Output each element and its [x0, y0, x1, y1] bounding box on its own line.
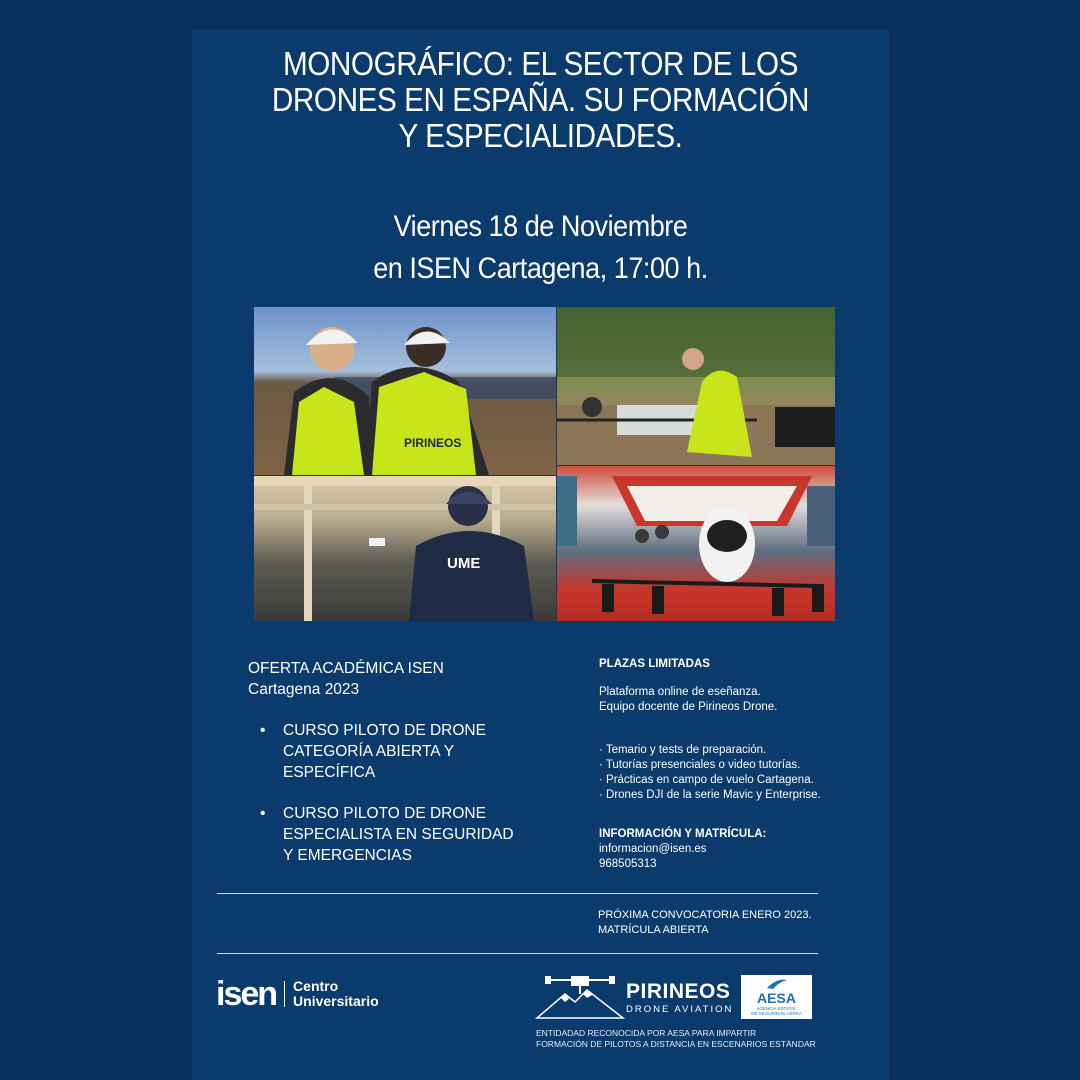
pirineos-logo — [626, 980, 733, 1015]
divider-top — [217, 893, 818, 894]
offer-heading: OFERTA ACADÉMICA ISEN — [248, 660, 444, 677]
isen-wordmark: isen — [216, 974, 277, 1013]
date-line: en ISEN Cartagena, 17:00 h. — [373, 252, 708, 285]
course-line: CATEGORÍA ABIERTA Y — [283, 743, 455, 760]
feature-item: · Drones DJI de la serie Mavic y Enterprise. — [599, 789, 821, 801]
aesa-sub: DE SEGURIDAD AÉREA — [751, 1011, 802, 1016]
notice-line: MATRÍCULA ABIERTA — [598, 924, 709, 936]
isen-tagline-line: Universitario — [293, 993, 379, 1009]
feature-item: · Tutorías presenciales o video tutorías. — [599, 759, 801, 771]
drone-mountain-icon — [535, 972, 625, 1020]
pirineos-sub: DRONE AVIATION — [626, 1004, 734, 1015]
entity-recognition — [536, 1028, 816, 1050]
notice-line: PRÓXIMA CONVOCATORIA ENERO 2023. — [598, 909, 812, 921]
course-details — [599, 657, 839, 872]
pirineos-name: PIRINEOS — [626, 980, 731, 1003]
platform-line: Equipo docente de Pirineos Drone. — [599, 701, 778, 713]
photo-collage — [254, 307, 835, 621]
title-line: MONOGRÁFICO: EL SECTOR DE LOS — [282, 45, 799, 82]
academic-offer — [248, 658, 548, 886]
course-line: ESPECIALISTA EN SEGURIDAD — [283, 826, 514, 843]
feature-item: · Prácticas en campo de vuelo Cartagena. — [599, 774, 814, 786]
event-date — [227, 206, 854, 290]
aesa-name: AESA — [757, 990, 796, 1006]
offer-subheading: Cartagena 2023 — [248, 681, 360, 698]
entity-line: ENTIDADAD RECONOCIDA POR AESA PARA IMPARTIR — [536, 1028, 757, 1038]
course-line: • CURSO PILOTO DE DRONE — [283, 805, 486, 822]
limited-places: PLAZAS LIMITADAS — [599, 658, 710, 670]
feature-item: · Temario y tests de preparación. — [599, 744, 767, 756]
entity-line: FORMACIÓN DE PILOTOS A DISTANCIA EN ESCENARIOS ESTÁNDAR — [536, 1039, 816, 1049]
title-line: Y ESPECIALIDADES. — [398, 117, 683, 154]
title-line: DRONES EN ESPAÑA. SU FORMACIÓN — [271, 81, 810, 118]
contact-email: informacion@isen.es — [599, 843, 707, 855]
photo-engineers-solar-field — [254, 307, 556, 475]
platform-info — [599, 685, 839, 715]
divider-bottom — [217, 953, 818, 954]
isen-logo — [216, 976, 379, 1012]
platform-line: Plataforma online de eseñanza. — [599, 686, 761, 698]
date-line: Viernes 18 de Noviembre — [393, 210, 688, 243]
course-item — [248, 803, 548, 866]
photo-ume-indoor — [254, 476, 556, 621]
course-item — [248, 720, 548, 783]
info-title: INFORMACIÓN Y MATRÍCULA: — [599, 828, 767, 840]
photo-passenger-drone-expo — [557, 466, 835, 621]
feature-list — [599, 743, 839, 803]
course-line: ESPECÍFICA — [283, 764, 376, 781]
vest-text: PIRINEOS — [404, 436, 462, 450]
course-line: • CURSO PILOTO DE DRONE — [283, 722, 486, 739]
aesa-logo — [741, 975, 812, 1019]
isen-separator — [284, 981, 285, 1007]
ume-text: UME — [447, 555, 481, 572]
isen-tagline-line: Centro — [293, 978, 339, 994]
isen-tagline — [293, 979, 379, 1009]
next-call-notice — [598, 908, 812, 938]
contact-info — [599, 827, 839, 872]
course-list — [248, 720, 548, 866]
contact-phone: 968505313 — [599, 858, 657, 870]
course-line: Y EMERGENCIAS — [283, 847, 412, 864]
photo-drone-orchard — [557, 307, 835, 465]
aesa-wing-icon — [765, 978, 789, 990]
poster-title — [227, 46, 854, 154]
aesa-sub: AGENCIA ESTATAL — [756, 1006, 797, 1011]
